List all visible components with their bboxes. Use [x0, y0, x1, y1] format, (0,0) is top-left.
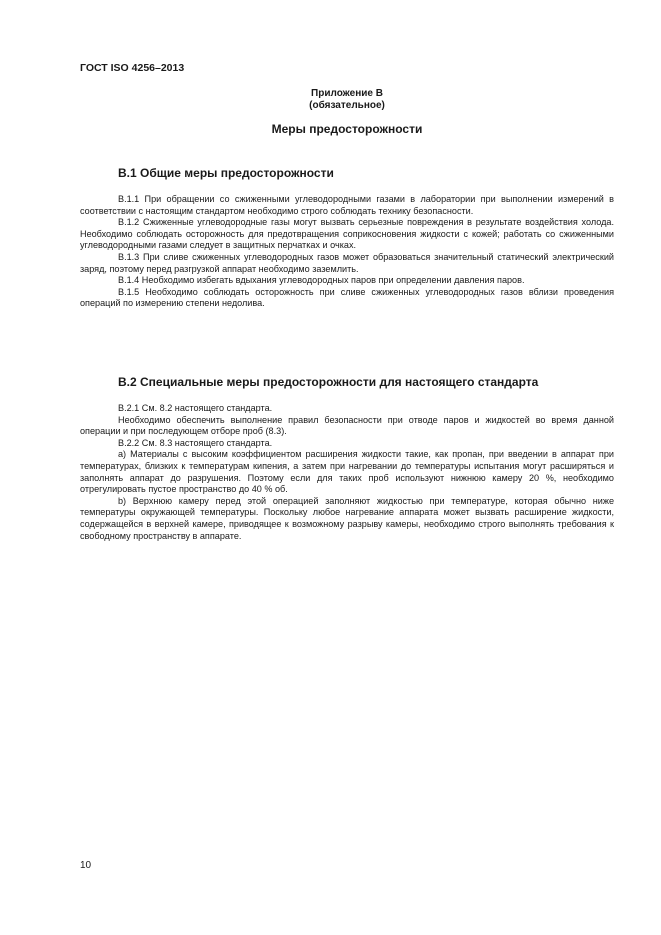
paragraph-b1-2: В.1.2 Сжиженные углеводородные газы могут вызвать серьезные повреждения в результате воздействия холода. Необходимо соблюдать осторожность для предотвращения соприкосновения жидкости с кожей; работать со сжиженными углеводородными газами следует в защитных перчатках и очках.	[80, 217, 614, 251]
paragraph-b1-5: В.1.5 Необходимо соблюдать осторожность при сливе сжиженных углеводородных газов вблизи проведения операций по измерению степени недолива.	[80, 286, 614, 309]
paragraph-b1-1: В.1.1 При обращении со сжиженными углеводородными газами в лаборатории при выполнении измерений в соответствии с настоящим стандартом необходимо строго соблюдать технику безопасности.	[80, 194, 614, 216]
paragraph-b2-2-a: а) Материалы с высоким коэффициентом расширения жидкости такие, как пропан, при введении в аппарат при температурах, близких к температурам кипения, а затем при нагревании до температуры испытания могут расширяться и заполнять аппарат до разрушения. Поэтому если для таких проб используют нижнюю камеру 20 %, необходимо отрегулировать пустое пространство до 40 % об.	[80, 449, 614, 495]
paragraph-b2-2-b: b) Верхнюю камеру перед этой операцией заполняют жидкостью при температуре, которая обычно ниже температуры окружающей температуры. Поскольку любое нагревание аппарата может вызвать расширение жидкости, содержащейся в верхней камере, приводящее к возможному разрыву камеры, необходимо строго выполнять требования к свободному пространству в аппарате.	[80, 495, 614, 541]
paragraph-b1-4: В.1.4 Необходимо избегать вдыхания углеводородных паров при определении давления паров.	[118, 275, 525, 286]
standard-code: ГОСТ ISO 4256–2013	[80, 62, 185, 74]
section-heading-b2: В.2 Специальные меры предосторожности для настоящего стандарта	[118, 375, 539, 389]
annex-title: Приложение В	[311, 88, 383, 99]
annex-status: (обязательное)	[309, 100, 385, 111]
page-number: 10	[80, 860, 92, 871]
paragraph-b2-1-note: Необходимо обеспечить выполнение правил безопасности при отводе паров и жидкостей во время данной операции и при последующем отборе проб (8.3).	[80, 414, 614, 437]
paragraph-b2-1: В.2.1 См. 8.2 настоящего стандарта.	[118, 403, 273, 413]
section-b2-body	[80, 403, 614, 542]
document-title: Меры предосторожности	[271, 122, 423, 136]
paragraph-b2-2: В.2.2 См. 8.3 настоящего стандарта.	[118, 437, 273, 448]
paragraph-b1-3: В.1.3 При сливе сжиженных углеводородных газов может образоваться значительный статический электрический заряд, поэтому перед разгрузкой аппарат необходимо заземлить.	[80, 251, 614, 274]
section-b1-body	[80, 194, 614, 310]
section-heading-b1: В.1 Общие меры предосторожности	[118, 166, 334, 180]
